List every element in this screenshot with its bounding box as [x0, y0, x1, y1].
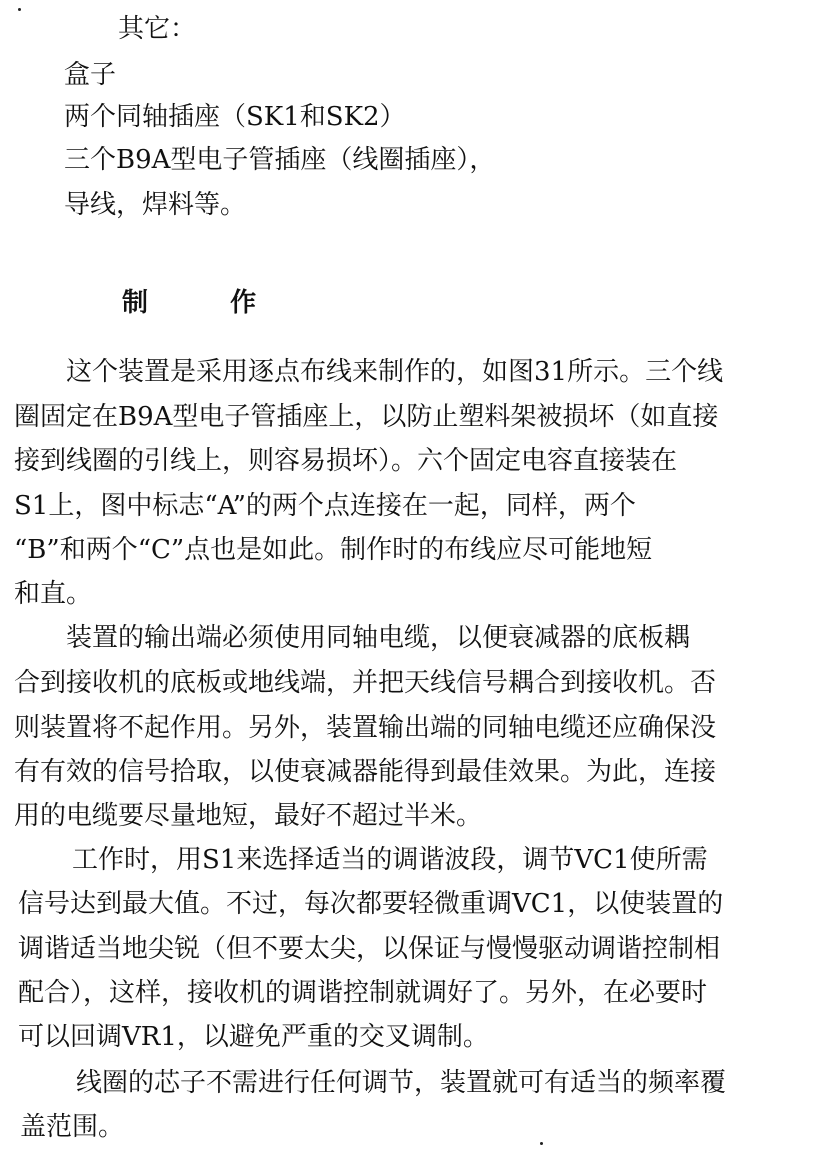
section-title-char: 作 — [230, 288, 261, 318]
paragraph-line: S1上，图中标志“A”的两个点连接在一起，同样，两个 — [14, 491, 636, 521]
paragraph-line: 配合），这样，接收机的调谐控制就调好了。另外，在必要时 — [18, 978, 708, 1008]
paragraph-line: 合到接收机的底板或地线端，并把天线信号耦合到接收机。否 — [14, 668, 717, 698]
paragraph-line: 可以回调VR1，以避免严重的交叉调制。 — [18, 1022, 489, 1052]
paragraph-line: 盖范围。 — [20, 1112, 125, 1142]
paragraph-line: 信号达到最大值。不过，每次都要轻微重调VC1，以使装置的 — [18, 889, 724, 919]
paragraph-line: 有有效的信号拾取，以使衰减器能得到最佳效果。为此，连接 — [14, 757, 717, 787]
paragraph-line: 和直。 — [14, 579, 93, 609]
paragraph-line: 圈固定在B9A型电子管插座上，以防止塑料架被损坏（如直接 — [14, 402, 719, 432]
section-title — [122, 282, 260, 319]
other-heading: 其它： — [118, 14, 197, 44]
section-title-char: 制 — [122, 288, 153, 318]
list-item: 盒子 — [64, 60, 117, 90]
paragraph-line: 这个装置是采用逐点布线来制作的，如图31所示。三个线 — [66, 357, 724, 387]
list-item: 两个同轴插座（SK1和SK2） — [64, 102, 406, 132]
paragraph-line: 线圈的芯子不需进行任何调节，装置就可有适当的频率覆 — [76, 1068, 727, 1098]
paragraph-line: 装置的输出端必须使用同轴电缆，以便衰减器的底板耦 — [66, 623, 691, 653]
paragraph-line: 调谐适当地尖锐（但不要太尖，以保证与慢慢驱动调谐控制相 — [18, 934, 721, 964]
list-item: 三个B9A型电子管插座（线圈插座）， — [64, 145, 496, 175]
paragraph-line: 工作时，用S1来选择适当的调谐波段，调节VC1使所需 — [72, 845, 708, 875]
paragraph-line: “B”和两个“C”点也是如此。制作时的布线应尽可能地短 — [14, 535, 653, 565]
scan-speck — [540, 1142, 543, 1145]
paragraph-line: 则装置将不起作用。另外，装置输出端的同轴电缆还应确保没 — [14, 713, 717, 743]
list-item: 导线，焊料等。 — [64, 190, 247, 220]
scan-speck — [18, 8, 21, 11]
paragraph-line: 接到线圈的引线上，则容易损坏）。六个固定电容直接装在 — [14, 446, 678, 476]
paragraph-line: 用的电缆要尽量地短，最好不超过半米。 — [14, 801, 483, 831]
